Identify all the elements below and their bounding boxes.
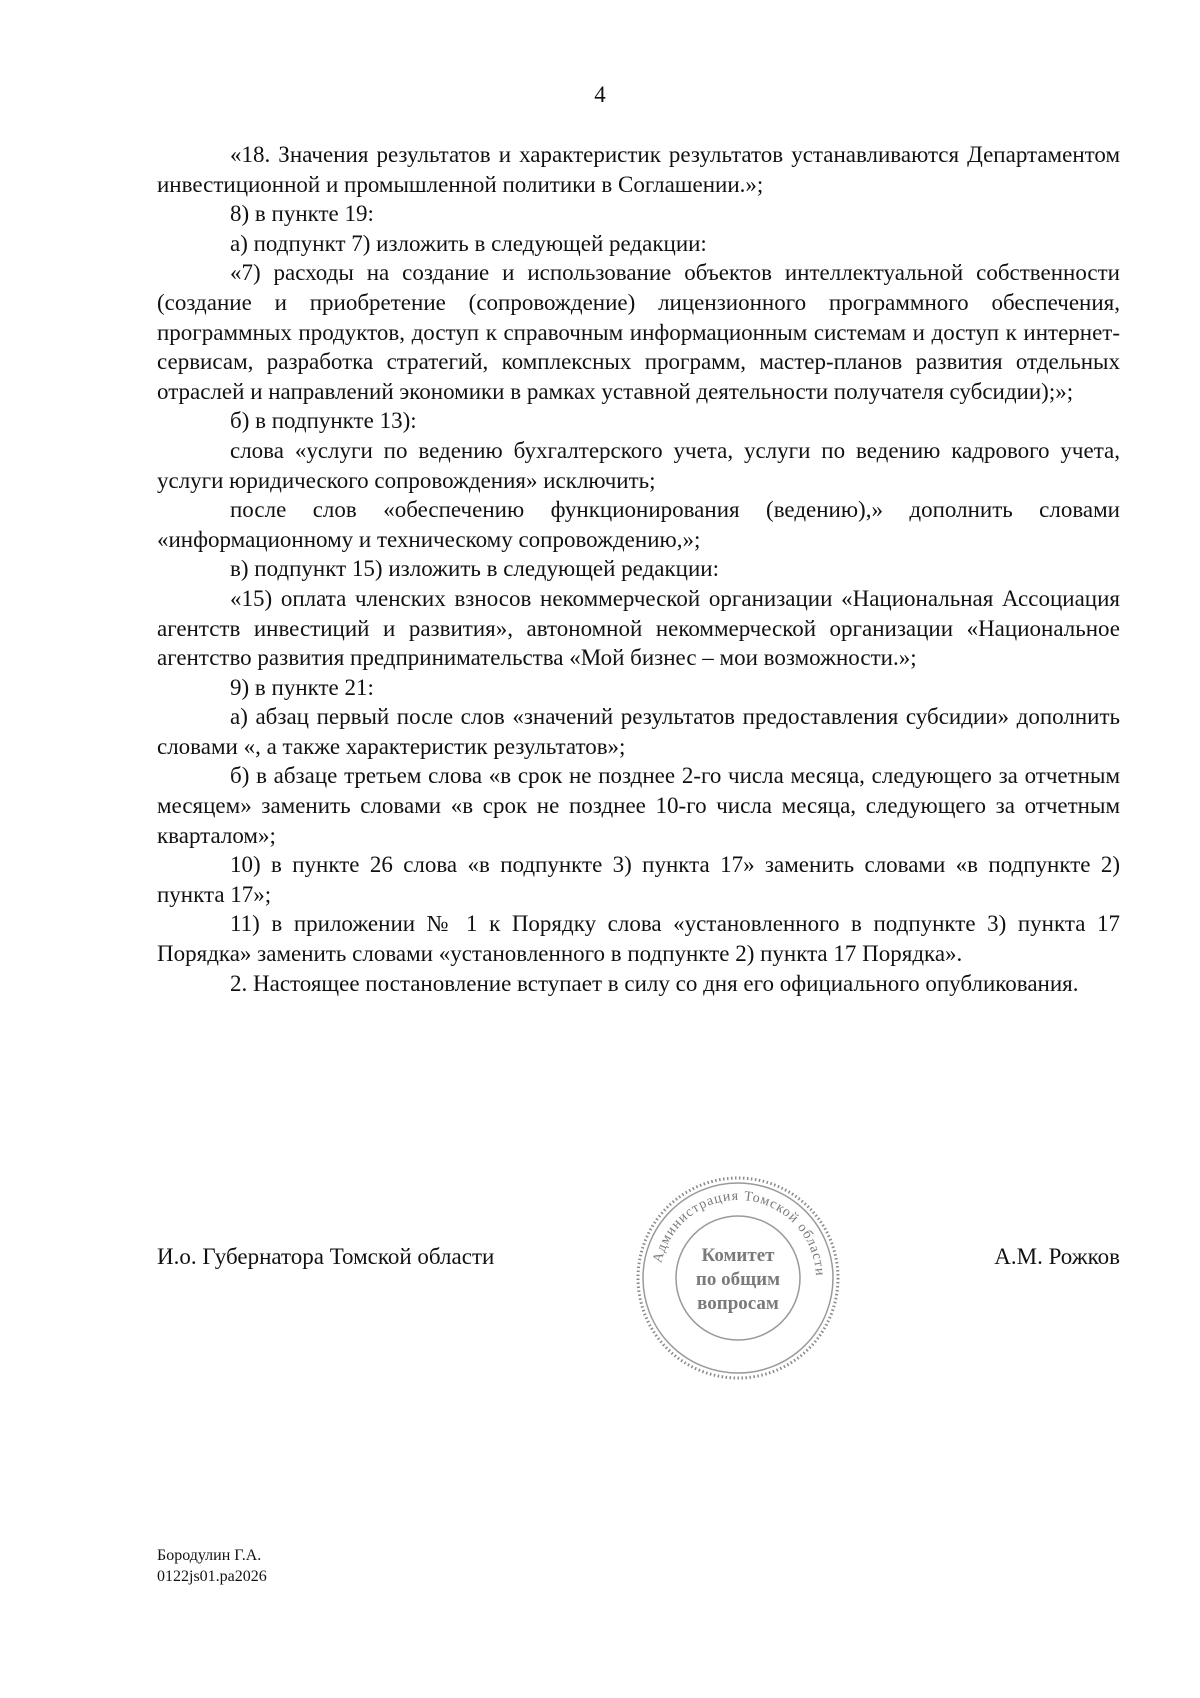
signature-block bbox=[157, 1244, 1120, 1270]
paragraph: «7) расходы на создание и использование объектов интеллектуальной собственности (создание и приобретение (сопровождение) лицензионного программного обеспечения, программных продуктов, доступ к справочным информационным системам и доступ к интернет-сервисам, разработка стратегий, комплексных программ, мастер-планов развития отдельных отраслей и направлений экономики в рамках уставной деятельности получателя субсидии);»; bbox=[157, 260, 1120, 404]
stamp-center-line: по общим bbox=[695, 1269, 781, 1290]
paragraph: 8) в пункте 19: bbox=[230, 201, 374, 227]
paragraph: б) в абзаце третьем слова «в срок не позднее 2-го числа месяца, следующего за отчетным месяцем» заменить словами «в срок не позднее 10-го числа месяца, следующего за отчетным кварталом»; bbox=[157, 763, 1120, 848]
document-body bbox=[157, 140, 1120, 998]
paragraph: «15) оплата членских взносов некоммерческой организации «Национальная Ассоциация агентств инвестиций и развития», автономной некоммерческой организации «Национальное агентство развития предпринимательства «Мой бизнес – мои возможности.»; bbox=[157, 585, 1120, 671]
paragraph: 9) в пункте 21: bbox=[230, 674, 374, 700]
footer-code: 0122js01.pa2026 bbox=[157, 1568, 267, 1585]
stamp-center-line: Комитет bbox=[701, 1245, 775, 1266]
paragraph: а) подпункт 7) изложить в следующей редакции: bbox=[230, 230, 707, 256]
paragraph: а) абзац первый после слов «значений результатов предоставления субсидии» дополнить словами «, а также характеристик результатов»; bbox=[157, 704, 1120, 759]
page-number: 4 bbox=[594, 82, 606, 107]
paragraph: «18. Значения результатов и характеристик результатов устанавливаются Департаментом инвестиционной и промышленной политики в Соглашении.»; bbox=[157, 142, 1120, 197]
stamp-ring-text: Администрация Томской области bbox=[650, 1188, 828, 1277]
footer bbox=[157, 1545, 267, 1587]
paragraph: б) в подпункте 13): bbox=[230, 408, 417, 434]
footer-author: Бородулин Г.А. bbox=[157, 1547, 262, 1564]
paragraph: в) подпункт 15) изложить в следующей редакции: bbox=[230, 556, 719, 582]
official-stamp bbox=[633, 1173, 843, 1383]
paragraph: 11) в приложении № 1 к Порядку слова «установленного в подпункте 3) пункта 17 Порядка» заменить словами «установленного в подпункте 2) пункта 17 Порядка». bbox=[157, 911, 1120, 967]
signatory-position: И.о. Губернатора Томской области bbox=[157, 1244, 495, 1269]
stamp-center-line: вопросам bbox=[697, 1293, 779, 1314]
paragraph: 10) в пункте 26 слова «в подпункте 3) пункта 17» заменить словами «в подпункте 2) пункта 17»; bbox=[157, 852, 1120, 907]
paragraph: 2. Настоящее постановление вступает в силу со дня его официального опубликования. bbox=[230, 970, 1079, 996]
paragraph: слова «услуги по ведению бухгалтерского учета, услуги по ведению кадрового учета, услуги юридического сопровождения» исключить; bbox=[157, 437, 1120, 493]
paragraph: после слов «обеспечению функционирования (ведению),» дополнить словами «информационному и техническому сопровождению,»; bbox=[157, 497, 1120, 552]
signatory-name: А.М. Рожков bbox=[994, 1244, 1120, 1269]
